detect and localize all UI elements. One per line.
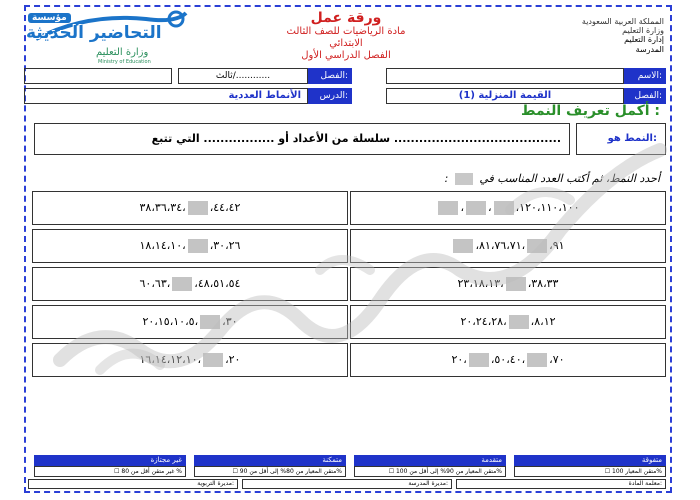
sequence-separator: ، bbox=[490, 353, 495, 366]
ministry-logo-text: وزارة التعليم bbox=[96, 47, 149, 58]
pattern-definition-text: سلسلة من الأعداد أو ................. التي تتبع ........................................ bbox=[151, 132, 561, 145]
instruction-colon: : bbox=[444, 172, 449, 185]
sequence-row bbox=[33, 353, 347, 367]
sequence-number: ١٠ bbox=[185, 353, 198, 366]
blank-answer-box[interactable] bbox=[509, 315, 529, 329]
sequence-row bbox=[351, 277, 665, 291]
sequence-row bbox=[351, 201, 665, 215]
sequence-number: ٧٦ bbox=[494, 239, 507, 252]
sequence-number: ٤٠ bbox=[509, 353, 522, 366]
chapter-label: الفصل: bbox=[624, 88, 666, 104]
sequence-row bbox=[351, 239, 665, 253]
sequence-separator: ، bbox=[549, 239, 553, 252]
sequence-number: ٥٤ bbox=[228, 277, 241, 290]
sequence-separator: ، bbox=[166, 277, 171, 290]
sequence-separator: ، bbox=[225, 353, 229, 366]
worksheet-title: ورقة عمل bbox=[310, 10, 382, 26]
name-label: الاسم: bbox=[624, 68, 666, 84]
sequence-separator: ، bbox=[151, 201, 155, 214]
sequence-separator: ، bbox=[515, 201, 520, 214]
subject-line: مادة الرياضيات للصف الثالث bbox=[286, 26, 406, 37]
lesson-label: الدرس: bbox=[308, 88, 352, 104]
sequence-row bbox=[351, 315, 665, 329]
sequence-separator: ، bbox=[194, 277, 198, 290]
school-label: المدرسة bbox=[635, 45, 664, 54]
sequence-separator: ، bbox=[558, 201, 562, 214]
sequence-number: ٦٠ bbox=[139, 277, 152, 290]
ministry-right-text: وزارة التعليم bbox=[622, 26, 664, 35]
sequence-number: ٣٤ bbox=[170, 201, 183, 214]
sequence-separator: ، bbox=[225, 239, 229, 252]
sequence-separator: ، bbox=[521, 239, 526, 252]
section-title: أكمل تعريف النمط : bbox=[521, 103, 660, 119]
header-logo-area bbox=[26, 7, 196, 67]
ministry-logo-en: Ministry of Education bbox=[98, 59, 151, 65]
sequence-number: ١٤ bbox=[154, 353, 167, 366]
principal-signature[interactable]: مديرة المدرسة: bbox=[242, 479, 452, 489]
sequence-number: ٣٠ bbox=[213, 239, 226, 252]
sequence-number: ٥ bbox=[188, 315, 195, 328]
sequence-number: ٣٣ bbox=[546, 277, 559, 290]
sequence-cell[interactable] bbox=[350, 191, 666, 225]
sequence-number: ٧٠ bbox=[552, 353, 565, 366]
sequence-separator: ، bbox=[463, 353, 467, 366]
class-label: الفصل: bbox=[308, 68, 352, 84]
edu-admin-label: إدارة التعليم bbox=[624, 35, 664, 44]
sequence-number: ١٢ bbox=[170, 353, 183, 366]
blank-answer-box[interactable] bbox=[188, 201, 208, 215]
sequence-separator: ، bbox=[166, 201, 171, 214]
sequence-number: ٣٦ bbox=[154, 201, 167, 214]
sequence-number: ٢٠ bbox=[460, 315, 473, 328]
sequence-number: ٢٠ bbox=[142, 315, 155, 328]
sequence-number: ٢٨ bbox=[491, 315, 504, 328]
sequence-separator: ، bbox=[490, 239, 495, 252]
sequence-separator: ، bbox=[182, 239, 186, 252]
sequence-number: ١٢٠ bbox=[519, 201, 537, 214]
sequence-separator: ، bbox=[460, 201, 465, 214]
blank-answer-box[interactable] bbox=[172, 277, 192, 291]
blank-answer-box[interactable] bbox=[527, 239, 547, 253]
lesson-field: الأنماط العددية bbox=[24, 88, 308, 104]
level-header: غير مجتازة bbox=[34, 455, 186, 466]
sequence-separator: ، bbox=[472, 315, 476, 328]
sequence-separator: ، bbox=[536, 201, 541, 214]
sequence-number: ٣٨ bbox=[139, 201, 152, 214]
sequence-separator: ، bbox=[521, 353, 526, 366]
sequence-number: ١٠٠ bbox=[561, 201, 580, 214]
sequence-cell[interactable] bbox=[32, 305, 348, 339]
sequence-separator: ، bbox=[503, 315, 507, 328]
blank-square-icon bbox=[455, 173, 473, 185]
blank-answer-box[interactable] bbox=[469, 353, 489, 367]
blank-answer-box[interactable] bbox=[203, 353, 223, 367]
sequence-separator: ، bbox=[166, 353, 171, 366]
sequence-separator: ، bbox=[209, 277, 214, 290]
worksheet bbox=[24, 5, 672, 493]
sequence-separator: ، bbox=[475, 239, 479, 252]
sequence-number: ٢٤ bbox=[475, 315, 488, 328]
level-criterion[interactable]: ☐ متقن المعيار من 90% إلى أقل من 100% bbox=[354, 466, 506, 477]
sequence-number: ٥٠ bbox=[494, 353, 507, 366]
sequence-separator: ، bbox=[506, 239, 510, 252]
sequence-row bbox=[33, 201, 347, 215]
sequence-separator: ، bbox=[222, 315, 226, 328]
sequence-number: ٤٨ bbox=[197, 277, 210, 290]
sequence-separator: ، bbox=[151, 277, 155, 290]
class-field[interactable]: ثالث/............ bbox=[178, 68, 308, 84]
sequence-separator: ، bbox=[182, 201, 186, 214]
sequence-separator: ، bbox=[487, 315, 492, 328]
blank-answer-box[interactable] bbox=[200, 315, 220, 329]
sequence-separator: ، bbox=[530, 315, 535, 328]
sequence-number: ٤٢ bbox=[228, 201, 241, 214]
sequence-separator: ، bbox=[484, 277, 489, 290]
sequence-number: ٢٠ bbox=[228, 353, 241, 366]
sequence-cell[interactable] bbox=[350, 305, 666, 339]
extra-field[interactable] bbox=[24, 68, 172, 84]
teacher-signature[interactable]: معلمة المادة: bbox=[456, 479, 666, 489]
stage-line: الابتدائي bbox=[329, 38, 363, 49]
logo-main-text: التحاضير الحديثة bbox=[26, 23, 162, 43]
blank-answer-box[interactable] bbox=[527, 353, 547, 367]
semester-line: الفصل الدراسي الأول bbox=[301, 50, 391, 61]
name-field[interactable] bbox=[386, 68, 624, 84]
sequence-cell[interactable] bbox=[32, 191, 348, 225]
sequence-cell[interactable] bbox=[350, 229, 666, 263]
sequence-separator: ، bbox=[225, 201, 229, 214]
pattern-label-box bbox=[576, 123, 666, 155]
sequence-separator: ، bbox=[225, 277, 229, 290]
sequence-number: ١٣ bbox=[488, 277, 501, 290]
level-criterion[interactable]: ☐ متقن المعيار من 80% إلى أقل من 90% bbox=[194, 466, 346, 477]
sequence-separator: ، bbox=[540, 315, 544, 328]
level-header: متمكنة bbox=[194, 455, 346, 466]
sequence-number: ٢٦ bbox=[228, 239, 241, 252]
header-title-block bbox=[216, 10, 476, 62]
sequence-number: ١٢ bbox=[543, 315, 556, 328]
sequence-number: ٣٠ bbox=[225, 315, 238, 328]
sequence-separator: ، bbox=[549, 353, 553, 366]
sequence-number: ٢٣ bbox=[457, 277, 470, 290]
sequence-row bbox=[351, 353, 665, 367]
sequence-number: ١٥ bbox=[157, 315, 170, 328]
sequence-separator: ، bbox=[209, 201, 214, 214]
level-criterion[interactable]: ☐ غير متقن أقل من 80 % bbox=[34, 466, 186, 477]
sequence-number: ٦٣ bbox=[154, 277, 167, 290]
chapter-field: (1) القيمة المنزلية bbox=[386, 88, 624, 104]
sequence-separator: ، bbox=[488, 201, 492, 214]
sequence-separator: ، bbox=[185, 315, 189, 328]
logo-small-text: مؤسسة bbox=[28, 13, 71, 23]
blank-answer-box[interactable] bbox=[466, 201, 486, 215]
sequence-number: ١٠ bbox=[170, 239, 183, 252]
sequence-cell[interactable] bbox=[32, 229, 348, 263]
sequence-number: ٣٨ bbox=[531, 277, 544, 290]
sequence-number: ١٦ bbox=[139, 353, 152, 366]
sequence-number: ١٤ bbox=[154, 239, 167, 252]
sequence-separator: ، bbox=[500, 277, 504, 290]
sequence-cell[interactable] bbox=[350, 343, 666, 377]
supervisor-signature[interactable]: مديرة التربوية: bbox=[28, 479, 238, 489]
sequence-number: ١٨ bbox=[472, 277, 485, 290]
info-row-1 bbox=[30, 68, 666, 84]
sequence-cell[interactable] bbox=[350, 267, 666, 301]
sequence-separator: ، bbox=[151, 239, 155, 252]
blank-answer-box[interactable] bbox=[494, 201, 514, 215]
instruction bbox=[445, 172, 660, 185]
sequence-separator: ، bbox=[154, 315, 158, 328]
level-header: متفوقة bbox=[514, 455, 666, 466]
sequence-number: ٤٤ bbox=[213, 201, 226, 214]
level-criterion[interactable]: ☐ متقن المعيار 100% bbox=[514, 466, 666, 477]
sequence-separator: ، bbox=[194, 315, 199, 328]
sequence-separator: ، bbox=[166, 239, 171, 252]
sequence-separator: ، bbox=[469, 277, 473, 290]
sequence-separator: ، bbox=[151, 353, 155, 366]
blank-answer-box[interactable] bbox=[453, 239, 473, 253]
sequence-number: ٩١ bbox=[552, 239, 565, 252]
sequence-number: ١٨ bbox=[139, 239, 152, 252]
pattern-definition-box[interactable] bbox=[34, 123, 570, 155]
sequence-number: ١٠ bbox=[173, 315, 186, 328]
level-header: متقدمة bbox=[354, 455, 506, 466]
sequence-separator: ، bbox=[197, 353, 202, 366]
sequence-number: ٥١ bbox=[213, 277, 226, 290]
sequence-row bbox=[33, 277, 347, 291]
sequence-row bbox=[33, 239, 347, 253]
sequence-number: ٧١ bbox=[509, 239, 522, 252]
sequence-number: ٢٠ bbox=[451, 353, 464, 366]
sequence-separator: ، bbox=[169, 315, 174, 328]
sequence-number: ١١٠ bbox=[540, 201, 559, 214]
sequence-row bbox=[33, 315, 347, 329]
blank-answer-box[interactable] bbox=[506, 277, 526, 291]
sequence-separator: ، bbox=[543, 277, 547, 290]
info-row-2 bbox=[30, 88, 666, 104]
kingdom-text: المملكة العربية السعودية bbox=[581, 17, 664, 26]
sequence-number: ٨١ bbox=[479, 239, 491, 252]
sequence-separator: ، bbox=[209, 239, 214, 252]
blank-answer-box[interactable] bbox=[188, 239, 208, 253]
sequence-number: ٨ bbox=[534, 315, 541, 328]
sequence-cell[interactable] bbox=[32, 343, 348, 377]
header-right-block bbox=[524, 17, 664, 55]
sequence-separator: ، bbox=[182, 353, 186, 366]
sequence-separator: ، bbox=[527, 277, 532, 290]
blank-answer-box[interactable] bbox=[438, 201, 458, 215]
sequence-cell[interactable] bbox=[32, 267, 348, 301]
sequence-separator: ، bbox=[506, 353, 510, 366]
pattern-label: النمط هو: bbox=[607, 133, 657, 144]
instruction-text: أحدد النمط، ثم أكتب العدد المناسب في bbox=[479, 172, 660, 185]
